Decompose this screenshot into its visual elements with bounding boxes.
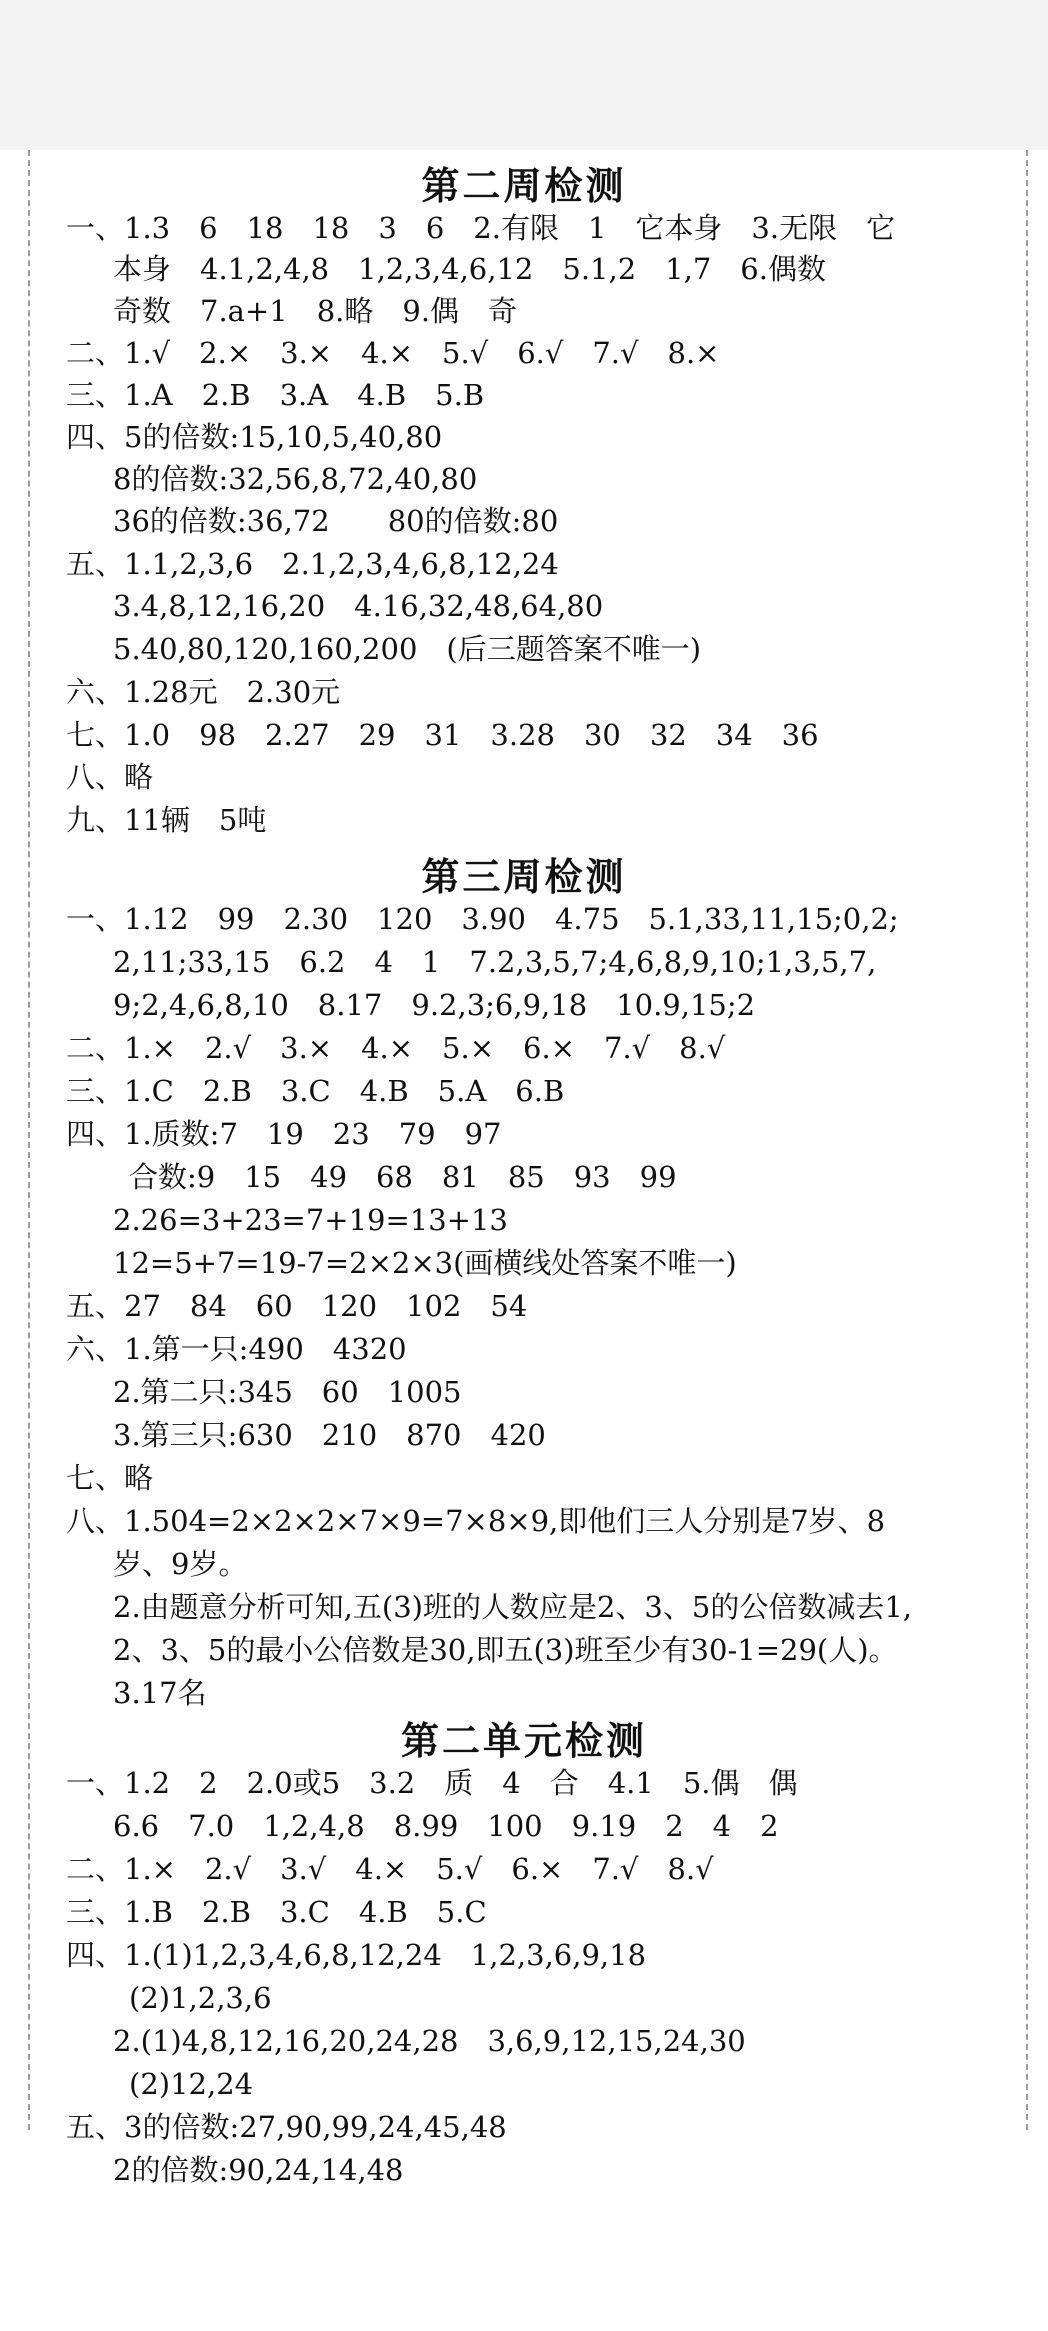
answer-line: 四、1.(1)1,2,3,4,6,8,12,24 1,2,3,6,9,18 <box>66 1938 647 1972</box>
answer-line: 二、1.× 2.√ 3.× 4.× 5.× 6.× 7.√ 8.√ <box>66 1031 726 1065</box>
answer-line: 奇数 7.a+1 8.略 9.偶 奇 <box>113 294 518 328</box>
answer-line: 合数:9 15 49 68 81 85 93 99 <box>129 1160 677 1194</box>
top-margin-band <box>0 0 1048 150</box>
section-title-week2: 第二周检测 <box>421 164 627 208</box>
right-dashed-margin-line <box>1026 150 1028 2130</box>
answer-line: (2)1,2,3,6 <box>129 1981 272 2015</box>
answer-line: 九、11辆 5吨 <box>66 803 267 837</box>
answer-line: 8的倍数:32,56,8,72,40,80 <box>113 462 478 496</box>
answer-line: 3.17名 <box>113 1676 207 1710</box>
answer-line: 六、1.28元 2.30元 <box>66 675 341 709</box>
answer-line: 二、1.× 2.√ 3.√ 4.× 5.√ 6.× 7.√ 8.√ <box>66 1852 714 1886</box>
left-dashed-margin-line <box>28 150 30 2130</box>
answer-line: 一、1.12 99 2.30 120 3.90 4.75 5.1,33,11,15;0,2; <box>66 902 899 936</box>
answer-line: 2.(1)4,8,12,16,20,24,28 3,6,9,12,15,24,30 <box>113 2024 746 2058</box>
answer-line: 四、5的倍数:15,10,5,40,80 <box>66 420 443 454</box>
answer-line: 9;2,4,6,8,10 8.17 9.2,3;6,9,18 10.9,15;2 <box>113 988 756 1022</box>
answer-line: 5.40,80,120,160,200 (后三题答案不唯一) <box>113 632 702 666</box>
answer-line: 12=5+7=19-7=2×2×3(画横线处答案不唯一) <box>113 1246 737 1280</box>
answer-line: 一、1.2 2 2.0或5 3.2 质 4 合 4.1 5.偶 偶 <box>66 1766 798 1800</box>
answer-line: 2的倍数:90,24,14,48 <box>113 2153 404 2187</box>
answer-line: 6.6 7.0 1,2,4,8 8.99 100 9.19 2 4 2 <box>113 1809 779 1843</box>
answer-line: 3.4,8,12,16,20 4.16,32,48,64,80 <box>113 589 604 623</box>
answer-line: 2.由题意分析可知,五(3)班的人数应是2、3、5的公倍数减去1, <box>113 1590 912 1624</box>
section-title-week3: 第三周检测 <box>421 855 627 899</box>
answer-line: 2.26=3+23=7+19=13+13 <box>113 1203 508 1237</box>
answer-line: 2.第二只:345 60 1005 <box>113 1375 462 1409</box>
answer-line: 一、1.3 6 18 18 3 6 2.有限 1 它本身 3.无限 它 <box>66 211 896 245</box>
answer-line: 2、3、5的最小公倍数是30,即五(3)班至少有30-1=29(人)。 <box>113 1633 898 1667</box>
answer-line: 三、1.C 2.B 3.C 4.B 5.A 6.B <box>66 1074 565 1108</box>
answer-line: 六、1.第一只:490 4320 <box>66 1332 407 1366</box>
answer-line: 岁、9岁。 <box>113 1547 248 1581</box>
answer-line: 五、27 84 60 120 102 54 <box>66 1289 528 1323</box>
answer-line: 3.第三只:630 210 870 420 <box>113 1418 546 1452</box>
answer-line: 五、1.1,2,3,6 2.1,2,3,4,6,8,12,24 <box>66 547 559 581</box>
answer-line: 四、1.质数:7 19 23 79 97 <box>66 1117 502 1151</box>
answer-line: 二、1.√ 2.× 3.× 4.× 5.√ 6.√ 7.√ 8.× <box>66 336 720 370</box>
answer-line: 七、略 <box>66 1461 154 1495</box>
answer-line: 三、1.A 2.B 3.A 4.B 5.B <box>66 378 485 412</box>
answer-line: 36的倍数:36,72 80的倍数:80 <box>113 504 559 538</box>
section-title-unit2: 第二单元检测 <box>400 1719 647 1763</box>
answer-line: 本身 4.1,2,4,8 1,2,3,4,6,12 5.1,2 1,7 6.偶数 <box>113 252 826 286</box>
answer-line: 五、3的倍数:27,90,99,24,45,48 <box>66 2110 507 2144</box>
answer-line: 八、略 <box>66 760 154 794</box>
answer-line: 七、1.0 98 2.27 29 31 3.28 30 32 34 36 <box>66 718 819 752</box>
answer-line: 八、1.504=2×2×2×7×9=7×8×9,即他们三人分别是7岁、8 <box>66 1504 886 1538</box>
answer-line: 2,11;33,15 6.2 4 1 7.2,3,5,7;4,6,8,9,10;1,3,5,7, <box>113 945 877 979</box>
answer-line: (2)12,24 <box>129 2067 254 2101</box>
answer-line: 三、1.B 2.B 3.C 4.B 5.C <box>66 1895 487 1929</box>
